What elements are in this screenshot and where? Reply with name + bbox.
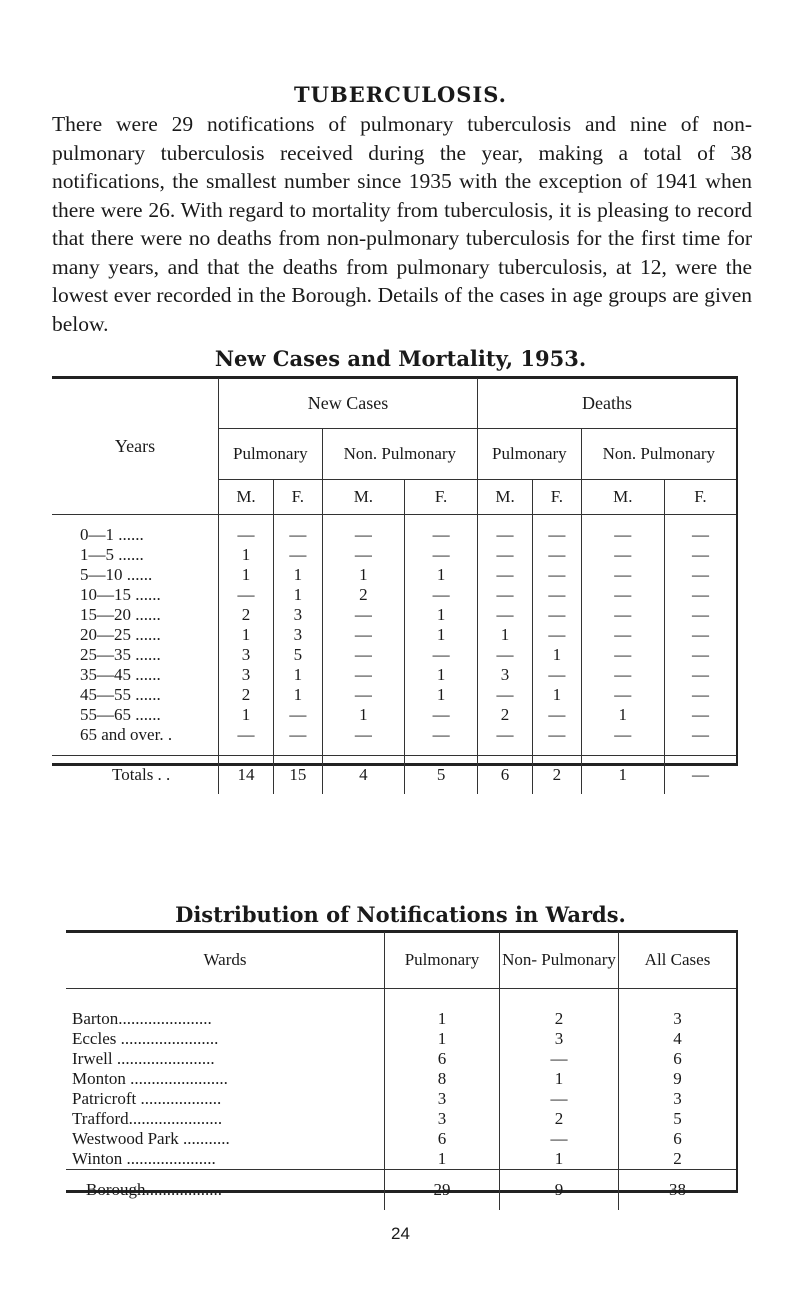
table-cell: 3 [274,625,323,645]
total-cell: — [664,756,736,795]
table-cell: — [664,645,736,665]
table-cell: — [581,645,664,665]
ward-label: Westwood Park ........... [72,1129,230,1148]
table-cell: 5 [619,1109,737,1129]
ward-row [66,1109,736,1129]
age-group-row [52,525,736,545]
table-cell: — [478,725,533,745]
col-f: F. [274,480,323,515]
table-cell: — [322,645,405,665]
borough-label: Borough.................. [66,1170,385,1211]
table-cell: — [219,585,274,605]
col-m: M. [478,480,533,515]
new-pulmonary-header: Pulmonary [219,429,323,480]
nonpulmonary-header: Non- Pulmonary [500,932,619,989]
table-cell: — [322,525,405,545]
table-cell: 2 [219,685,274,705]
age-group-row [52,685,736,705]
table-cell: 2 [500,1009,619,1029]
table-cell: — [581,725,664,745]
table-cell: 3 [274,605,323,625]
table-cell: — [274,545,323,565]
table-cell: — [664,545,736,565]
age-group-row [52,705,736,725]
totals-label: Totals . . [52,756,219,795]
table-cell: — [664,605,736,625]
col-m: M. [581,480,664,515]
table-cell: 3 [219,645,274,665]
table-cell: — [533,545,582,565]
table-cell: — [322,725,405,745]
table-cell: — [581,665,664,685]
age-group-label: 25—35 ...... [80,645,161,664]
table-cell: 1 [500,1149,619,1170]
table-cell: — [533,525,582,545]
ward-label: Patricroft ................... [72,1089,222,1108]
table-cell: 1 [478,625,533,645]
table-cell: 1 [274,665,323,685]
table-cell: 1 [385,1149,500,1170]
table-cell: — [664,565,736,585]
table-cell: 3 [500,1029,619,1049]
table-cell: 6 [619,1129,737,1149]
table-cell: 3 [385,1089,500,1109]
age-group-label: 65 and over. . [80,725,173,744]
ward-row [66,1129,736,1149]
age-group-label: 0—1 ...... [80,525,144,544]
table-cell: 1 [405,605,478,625]
intro-paragraph: There were 29 notifications of pulmonary tuberculosis and nine of non-pulmonary tuberculosis received during the year, making a total of 38 notifications, the smallest number since 1935 with the exception of 1941 when there were 26. With regard to mortality from tuberculosis, it is pleasing to record that there were no deaths from non-pulmonary tuberculosis for the first time for many years, and that the deaths from pulmonary tuberculosis, at 12, were the lowest ever recorded in the Borough. Details of the cases in age groups are given below. [52,112,752,336]
table-cell: — [405,585,478,605]
table-cell: — [581,565,664,585]
table-cell: — [533,585,582,605]
ward-row [66,1049,736,1069]
table-cell: — [478,645,533,665]
table-cell: — [219,725,274,745]
all-cases-header: All Cases [619,932,737,989]
new-cases-header: New Cases [219,378,478,429]
age-group-label: 20—25 ...... [80,625,161,644]
deaths-pulmonary-header: Pulmonary [478,429,582,480]
table-cell: — [500,1049,619,1069]
table-cell: — [478,605,533,625]
age-group-label: 35—45 ...... [80,665,161,684]
table-cell: 3 [619,1089,737,1109]
table-cell: — [405,525,478,545]
ward-label: Irwell ....................... [72,1049,215,1068]
col-f: F. [405,480,478,515]
table-cell: — [274,705,323,725]
col-m: M. [219,480,274,515]
table-cell: — [500,1129,619,1149]
col-f: F. [533,480,582,515]
ward-row [66,1009,736,1029]
table-cell: — [405,545,478,565]
age-group-label: 5—10 ...... [80,565,153,584]
table-cell: — [581,525,664,545]
table-cell: — [533,565,582,585]
table-cell: — [533,665,582,685]
new-cases-mortality-table [52,378,736,794]
table-cell: 4 [619,1029,737,1049]
deaths-header: Deaths [478,378,736,429]
table-cell: 1 [405,565,478,585]
col-f: F. [664,480,736,515]
spacer-row [52,745,736,756]
table-cell: — [581,585,664,605]
table-cell: — [581,605,664,625]
total-cell: 6 [478,756,533,795]
table-cell: 1 [274,585,323,605]
borough-total-row [66,1170,736,1211]
age-group-label: 1—5 ...... [80,545,144,564]
table-cell: 3 [385,1109,500,1129]
table-cell: 2 [619,1149,737,1170]
age-group-row [52,545,736,565]
table-cell: 1 [405,685,478,705]
table-cell: — [322,605,405,625]
table-cell: 1 [405,625,478,645]
age-group-label: 10—15 ...... [80,585,161,604]
table-cell: — [478,585,533,605]
ward-label: Trafford...................... [72,1109,223,1128]
table-cell: 1 [219,545,274,565]
table-cell: — [664,685,736,705]
table-cell: — [664,585,736,605]
total-cell: 15 [274,756,323,795]
table-cell: 1 [385,1029,500,1049]
table-cell: 1 [581,705,664,725]
table-cell: — [274,525,323,545]
table-cell: 1 [219,705,274,725]
table-cell: — [581,545,664,565]
table-cell: — [664,725,736,745]
page-heading: TUBERCULOSIS. [294,82,507,107]
ward-label: Winton ..................... [72,1149,216,1168]
table-cell: — [664,625,736,645]
table-cell: — [322,665,405,685]
new-nonpulmonary-header: Non. Pulmonary [322,429,477,480]
age-group-row [52,725,736,745]
table-cell: — [274,725,323,745]
total-cell: 29 [385,1170,500,1211]
table-cell: — [322,545,405,565]
spacer-row [52,515,736,526]
ward-row [66,1149,736,1170]
deaths-nonpulmonary-header: Non. Pulmonary [581,429,736,480]
table-cell: 5 [274,645,323,665]
age-group-row [52,665,736,685]
table-cell: 3 [619,1009,737,1029]
table-cell: 6 [385,1049,500,1069]
age-group-row [52,565,736,585]
table-cell: 1 [274,685,323,705]
table-cell: — [500,1089,619,1109]
table2-title: Distribution of Notifications in Wards. [175,902,626,927]
table-cell: 1 [274,565,323,585]
table-cell: — [405,705,478,725]
totals-row [52,756,736,795]
table-cell: — [405,645,478,665]
table-cell: 2 [322,585,405,605]
table-cell: 1 [385,1009,500,1029]
table-cell: — [478,565,533,585]
ward-label: Barton...................... [72,1009,212,1028]
table-cell: 2 [478,705,533,725]
total-cell: 14 [219,756,274,795]
table-cell: — [322,625,405,645]
table-cell: 1 [219,565,274,585]
total-cell: 1 [581,756,664,795]
ward-distribution-table [66,932,736,1210]
table-cell: 9 [619,1069,737,1089]
age-group-label: 45—55 ...... [80,685,161,704]
table-cell: 6 [385,1129,500,1149]
table-cell: 1 [500,1069,619,1089]
ward-row [66,1069,736,1089]
col-m: M. [322,480,405,515]
age-group-label: 55—65 ...... [80,705,161,724]
total-cell: 38 [619,1170,737,1211]
table-cell: — [533,605,582,625]
table-cell: 1 [322,565,405,585]
table-cell: 2 [500,1109,619,1129]
table-cell: — [533,625,582,645]
table-cell: — [664,705,736,725]
page-number: 24 [391,1224,410,1243]
table-cell: — [405,725,478,745]
table-cell: — [478,545,533,565]
total-cell: 4 [322,756,405,795]
table-cell: — [322,685,405,705]
ward-row [66,1029,736,1049]
age-group-row [52,625,736,645]
ward-row [66,1089,736,1109]
table-cell: 2 [219,605,274,625]
wards-header: Wards [66,932,385,989]
age-group-label: 15—20 ...... [80,605,161,624]
total-cell: 9 [500,1170,619,1211]
age-group-row [52,645,736,665]
table-cell: — [219,525,274,545]
spacer-row [66,989,736,1010]
years-header: Years [52,378,219,515]
ward-label: Monton ....................... [72,1069,228,1088]
table-cell: — [478,685,533,705]
table-cell: 6 [619,1049,737,1069]
table-cell: — [533,725,582,745]
total-cell: 2 [533,756,582,795]
table-cell: 1 [533,645,582,665]
table-cell: 1 [322,705,405,725]
table-cell: 1 [219,625,274,645]
table-cell: — [581,685,664,705]
table-cell: — [581,625,664,645]
table1-title: New Cases and Mortality, 1953. [214,346,587,371]
table-cell: 3 [219,665,274,685]
pulmonary-header: Pulmonary [385,932,500,989]
table-cell: 1 [405,665,478,685]
ward-label: Eccles ....................... [72,1029,219,1048]
table-cell: — [664,665,736,685]
total-cell: 5 [405,756,478,795]
table-cell: — [533,705,582,725]
table-cell: 3 [478,665,533,685]
age-group-row [52,585,736,605]
age-group-row [52,605,736,625]
table-cell: — [664,525,736,545]
table-cell: — [478,525,533,545]
table-cell: 1 [533,685,582,705]
table-cell: 8 [385,1069,500,1089]
